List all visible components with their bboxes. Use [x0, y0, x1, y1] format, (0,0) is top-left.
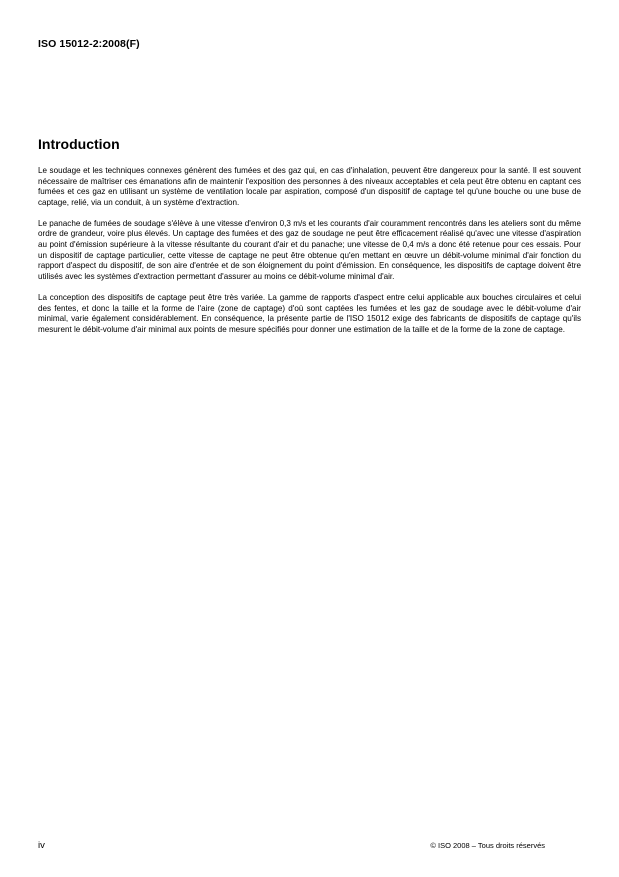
section-body	[38, 166, 581, 346]
document-header-id: ISO 15012-2:2008(F)	[38, 38, 140, 50]
page-number: iv	[38, 840, 45, 851]
copyright-notice: © ISO 2008 – Tous droits réservés	[430, 841, 545, 850]
paragraph-1: Le soudage et les techniques connexes génèrent des fumées et des gaz qui, en cas d'inhalation, peuvent être dangereux pour la santé. Il est souvent nécessaire de maîtriser ces émanations afin de maintenir l'exposition des personnes à des niveaux acceptables et cela peut être obtenu en captant ces fumées et ces gaz en utilisant un système de ventilation locale par aspiration, composé d'un dispositif de captage tel qu'une bouche ou une buse de captage, relié, via un conduit, à un système d'extraction.	[38, 166, 581, 207]
paragraph-2: Le panache de fumées de soudage s'élève à une vitesse d'environ 0,3 m/s et les courants d'air couramment rencontrés dans les ateliers sont du même ordre de grandeur, voire plus élevés. Un captage des fumées et des gaz de soudage ne peut être efficacement réalisé qu'avec une vitesse d'aspiration au point d'émission supérieure à la vitesse résultante du courant d'air et du panache; une vitesse de 0,4 m/s a donc été retenue pour ces essais. Pour un dispositif de captage particulier, cette vitesse de captage ne peut être obtenue qu'en mettant en œuvre un débit-volume minimal d'air fonction du rapport d'aspect du dispositif, de son aire d'entrée et de son éloignement du point d'émission. En conséquence, les dispositifs de captage doivent être utilisés avec les systèmes d'extraction permettant d'assurer au moins ce débit-volume minimal d'air.	[38, 218, 581, 281]
section-title: Introduction	[38, 136, 120, 152]
paragraph-3: La conception des dispositifs de captage peut être très variée. La gamme de rapports d'aspect entre celui applicable aux bouches circulaires et celui des fentes, et donc la taille et la forme de l'aire (zone de captage) d'où sont captées les fumées et les gaz de soudage avec le débit-volume d'air minimal, varie également considérablement. En conséquence, la présente partie de l'ISO 15012 exige des fabricants de dispositifs de captage qu'ils mesurent le débit-volume d'air minimal aux points de mesure spécifiés pour donner une estimation de la taille et de la forme de la zone de captage.	[38, 292, 581, 334]
